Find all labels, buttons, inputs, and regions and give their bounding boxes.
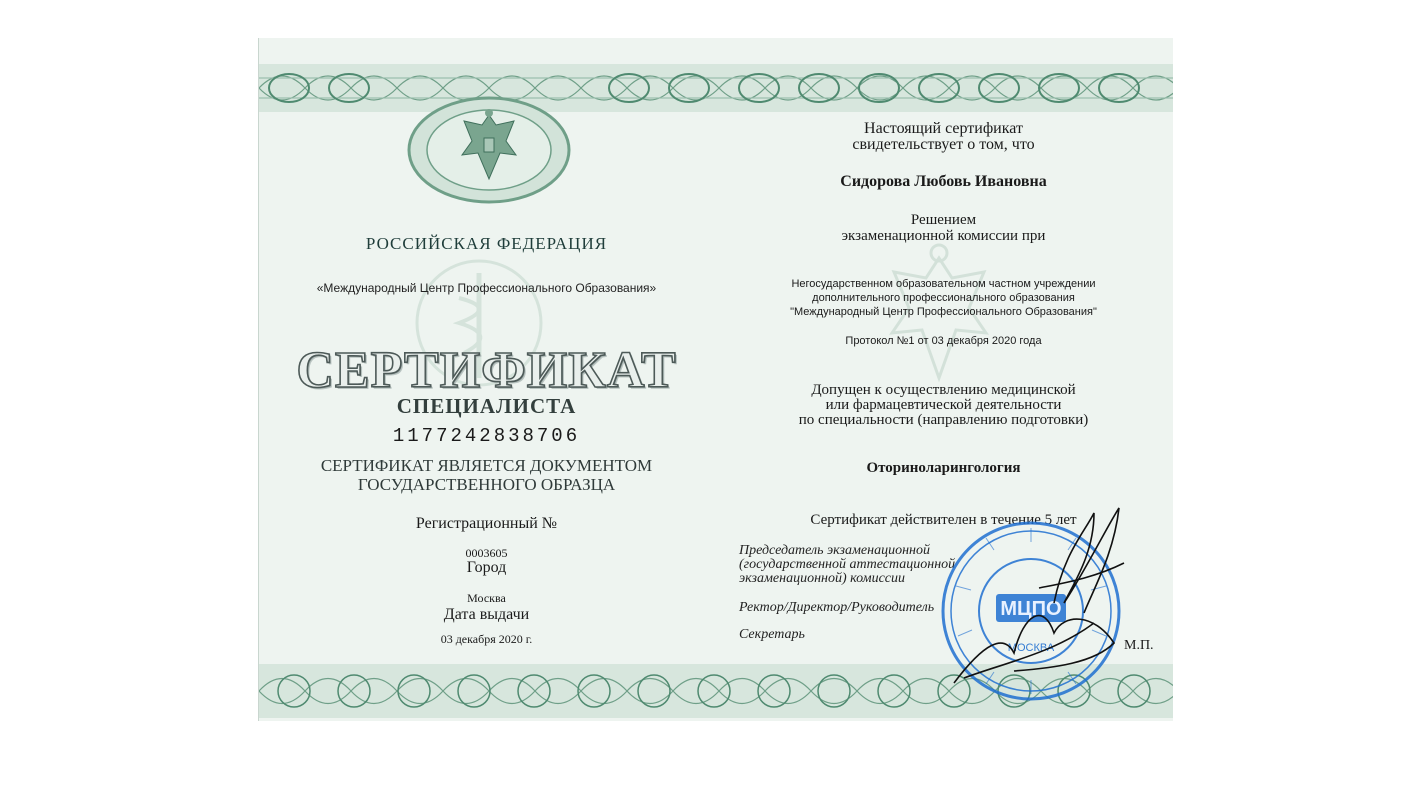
handwritten-signatures-icon bbox=[944, 493, 1144, 703]
admission-line-2: или фармацевтической деятельности bbox=[825, 397, 1062, 413]
state-document-line-1: СЕРТИФИКАТ ЯВЛЯЕТСЯ ДОКУМЕНТОМ bbox=[320, 456, 653, 475]
holder-name: Сидорова Любовь Ивановна bbox=[840, 173, 1047, 190]
decision-text bbox=[714, 212, 1173, 244]
certificate-title: СЕРТИФИКАТ bbox=[296, 342, 677, 399]
institution-line-3: "Международный Центр Профессионального Образования" bbox=[790, 306, 1097, 318]
chairman-signature-label bbox=[739, 544, 955, 586]
decision-line-1: Решением bbox=[910, 212, 977, 228]
admission-line-1: Допущен к осуществлению медицинской bbox=[811, 382, 1076, 398]
admission-text bbox=[714, 383, 1173, 428]
registration-label: Регистрационный № bbox=[415, 515, 558, 532]
chairman-line-3: экзаменационной) комиссии bbox=[739, 571, 905, 586]
secretary-signature-label: Секретарь bbox=[739, 627, 805, 642]
rector-signature-label: Ректор/Директор/Руководитель bbox=[739, 600, 935, 615]
registration-number: 0003605 bbox=[465, 546, 508, 560]
certificate-right-page bbox=[714, 38, 1173, 721]
stamp-place-label: М.П. bbox=[1124, 638, 1154, 653]
certificate-subtitle: СПЕЦИАЛИСТА bbox=[396, 394, 577, 418]
issue-date-label: Дата выдачи bbox=[443, 606, 530, 623]
chairman-line-2: (государственной аттестационной bbox=[739, 557, 956, 572]
institution-text bbox=[714, 277, 1173, 319]
chairman-line-1: Председатель экзаменационной bbox=[739, 543, 930, 558]
institution-line-1: Негосударственном образовательном частном учреждении bbox=[791, 278, 1096, 290]
admission-line-3: по специальности (направлению подготовки) bbox=[798, 412, 1089, 428]
certificate-document bbox=[258, 38, 1173, 721]
specialty-name: Оториноларингология bbox=[866, 460, 1021, 476]
country-name: РОССИЙСКАЯ ФЕДЕРАЦИЯ bbox=[365, 234, 608, 253]
decision-line-2: экзаменационной комиссии при bbox=[841, 228, 1046, 244]
certificate-left-page bbox=[259, 38, 714, 721]
coat-of-arms-emblem-icon bbox=[404, 93, 574, 208]
state-document-line-2: ГОСУДАРСТВЕННОГО ОБРАЗЦА bbox=[357, 475, 616, 494]
organization-name: «Международный Центр Профессионального Образования» bbox=[316, 281, 657, 295]
issue-date-value: 03 декабря 2020 г. bbox=[440, 632, 533, 646]
intro-text bbox=[714, 121, 1173, 153]
seal-center-text: МЦПО bbox=[1000, 598, 1062, 620]
seal-city-text: МОСКВА bbox=[1007, 642, 1055, 654]
city-value: Москва bbox=[467, 591, 506, 605]
city-label: Город bbox=[466, 559, 507, 576]
institution-line-2: дополнительного профессионального образования bbox=[812, 292, 1075, 304]
intro-line-1: Настоящий сертификат bbox=[864, 120, 1023, 137]
intro-line-2: свидетельствует о том, что bbox=[852, 136, 1035, 153]
validity-text: Сертификат действителен в течение 5 лет bbox=[810, 512, 1077, 528]
certificate-number: 1177242838706 bbox=[392, 425, 581, 447]
protocol-text: Протокол №1 от 03 декабря 2020 года bbox=[845, 335, 1042, 347]
